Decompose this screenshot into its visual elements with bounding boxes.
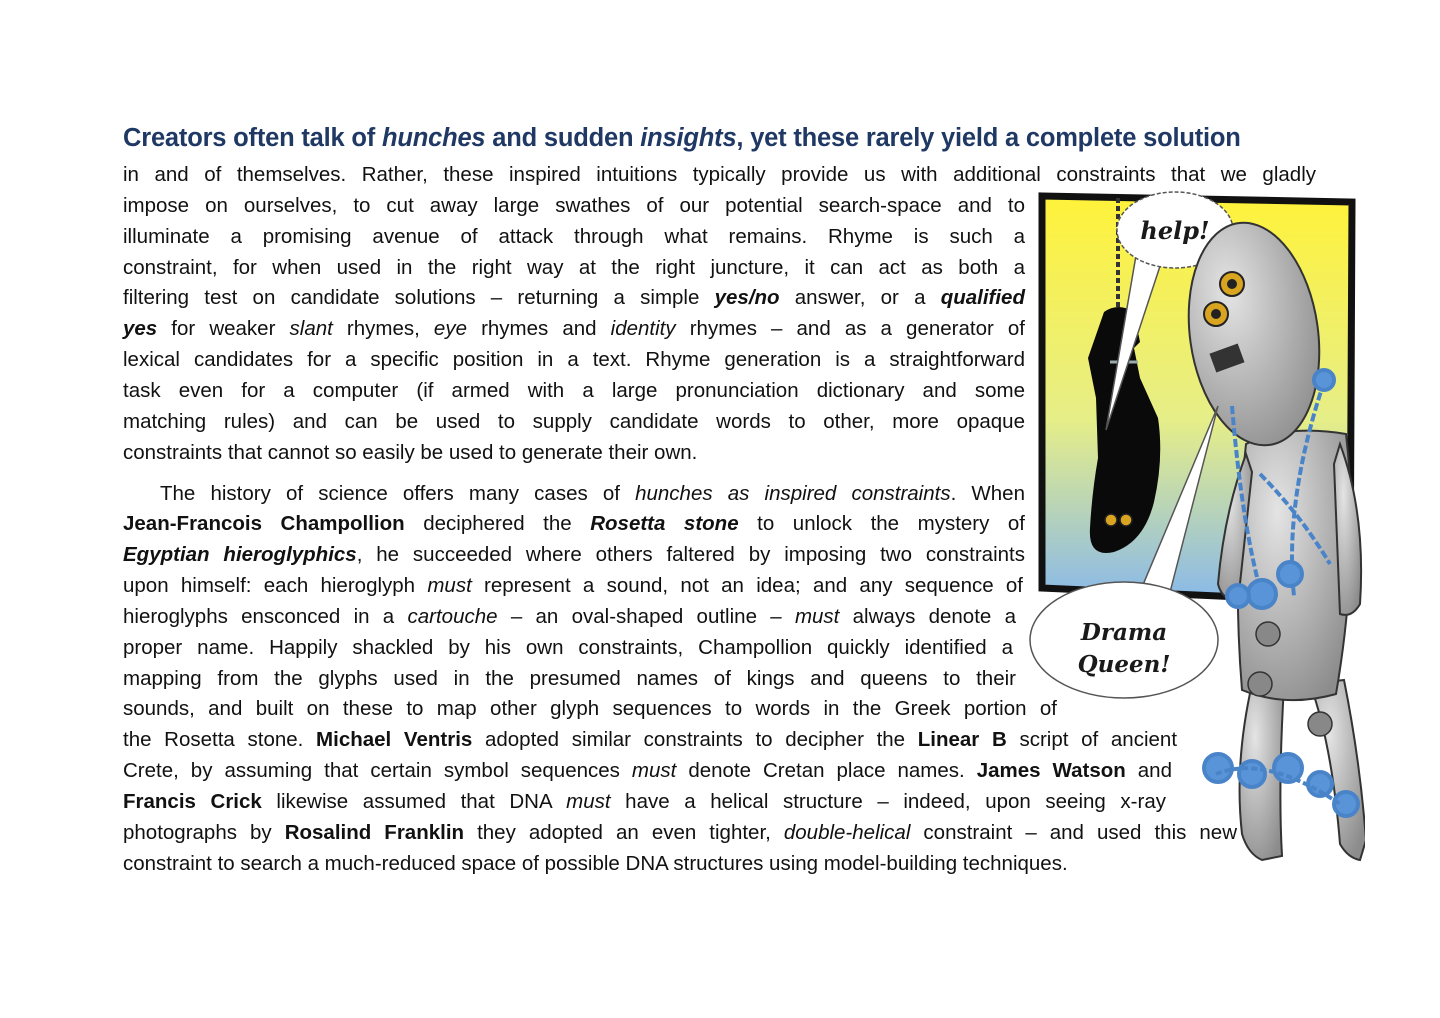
- text-line: lexical candidates for a specific position in a text. Rhyme generation is a straightforward: [123, 348, 1025, 371]
- text-line: proper name. Happily shackled by his own constraints, Champollion quickly identified a: [123, 636, 1013, 659]
- text-line: Jean-Francois Champollion deciphered the Rosetta stone to unlock the mystery of: [123, 512, 1025, 535]
- queen-text: Queen!: [1077, 651, 1171, 678]
- text-line: filtering test on candidate solutions – returning a simple yes/no answer, or a qualified: [123, 286, 1025, 309]
- text-line: task even for a computer (if armed with a large pronunciation dictionary and some: [123, 379, 1025, 402]
- text-line: hieroglyphs ensconced in a cartouche – an oval-shaped outline – must always denote a: [123, 605, 1016, 628]
- help-text: help!: [1140, 216, 1210, 245]
- text-line: impose on ourselves, to cut away large swathes of our potential search-space and to: [123, 194, 1025, 217]
- heading-emphasis-hunches: hunches: [381, 124, 486, 152]
- text-line: yes for weaker slant rhymes, eye rhymes and identity rhymes – and as a generator of: [123, 317, 1025, 340]
- text-line: matching rules) and can be used to supply candidate words to other, more opaque: [123, 410, 1025, 433]
- text-line: mapping from the glyphs used in the presumed names of kings and queens to their: [123, 667, 1016, 690]
- text-line: photographs by Rosalind Franklin they adopted an even tighter, double-helical constraint – and used this new: [123, 821, 1238, 844]
- heading-text: and sudden: [485, 124, 641, 152]
- text-line: constraint to search a much-reduced space of possible DNA structures using model-building techniques.: [123, 852, 1068, 875]
- heading-text: Creators often talk of: [123, 124, 382, 152]
- text-line: sounds, and built on these to map other glyph sequences to words in the Greek portion of: [123, 697, 1057, 720]
- text-line: The history of science offers many cases of hunches as inspired constraints. When: [160, 482, 1025, 505]
- text-line: illuminate a promising avenue of attack through what remains. Rhyme is such a: [123, 225, 1025, 248]
- heading-text: , yet these rarely yield a complete solution: [736, 124, 1241, 152]
- heading-emphasis-insights: insights: [640, 124, 737, 152]
- text-line: in and of themselves. Rather, these inspired intuitions typically provide us with additional constraints that we gladly: [123, 163, 1316, 186]
- robot-illustration: [1020, 184, 1365, 864]
- text-line: upon himself: each hieroglyph must represent a sound, not an idea; and any sequence of: [123, 574, 1023, 597]
- drama-text: Drama: [1080, 619, 1168, 646]
- heading: [123, 124, 1241, 153]
- text-line: constraints that cannot so easily be used to generate their own.: [123, 441, 698, 464]
- text-line: Crete, by assuming that certain symbol sequences must denote Cretan place names. James Watson and: [123, 759, 1172, 782]
- text-line: Egyptian hieroglyphics, he succeeded where others faltered by imposing two constraints: [123, 543, 1025, 566]
- text-line: Francis Crick likewise assumed that DNA must have a helical structure – indeed, upon seeing x-ray: [123, 790, 1166, 813]
- text-line: constraint, for when used in the right way at the right juncture, it can act as both a: [123, 256, 1025, 279]
- text-line: the Rosetta stone. Michael Ventris adopted similar constraints to decipher the Linear B script of ancient: [123, 728, 1178, 751]
